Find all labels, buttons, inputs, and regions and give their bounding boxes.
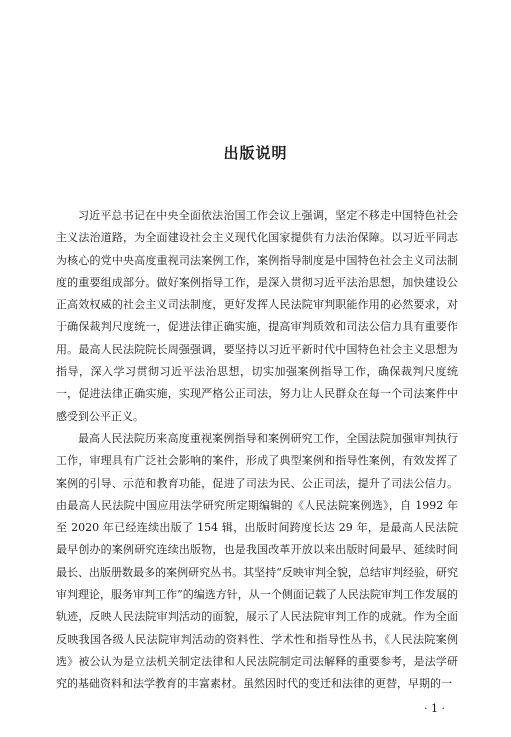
paragraph-1: 习近平总书记在中央全面依法治国工作会议上强调，坚定不移走中国特色社会主义法治道路，为全面建设社会主义现代化国家提供有力法治保障。以习近平同志为核心的党中央高度重视司法案例工作，案例指导制度是中国特色社会主义司法制度的重要组成部分。做好案例指导工作，是深入贯彻习近平法治思想，加快建设公正高效权威的社会主义司法制度，更好发挥人民法院审判职能作用的必然要求，对于确保裁判尺度统一，促进法律正确实施，提高审判质效和司法公信力具有重要作用。最高人民法院院长周强强调，要坚持以习近平新时代中国特色社会主义思想为指导，深入学习贯彻习近平法治思想，切实加强案例指导工作，确保裁判尺度统一，促进法律正确实施，实现严格公正司法，努力让人民群众在每一个司法案件中感受到公平正义。 bbox=[56, 209, 458, 423]
body-text bbox=[56, 205, 458, 696]
page-title: 出版说明 bbox=[223, 144, 288, 162]
paragraph-2: 最高人民法院历来高度重视案例指导和案例研究工作，全国法院加强审判执行工作，审理具有广泛社会影响的案件，形成了典型案例和指导性案例，有效发挥了案例的引导、示范和教育功能，促进了司法为民、公正司法，提升了司法公信力。由最高人民法院中国应用法学研究所定期编辑的《人民法院案例选》，自 1992 年至 2020 年已经连续出版了 154 辑，出版时间跨度长达 29 年，是最高人民法院最早创办的案例研究连续出版物，也是我国改革开放以来出版时间最早、延续时间最长、出版册数最多的案例研究丛书。其坚持“反映审判全貌，总结审判经验，研究审判理论，服务审判工作”的编选方针，从一个侧面记载了人民法院审判工作发展的轨迹，反映人民法院审判活动的面貌，展示了人民法院审判工作的成就。作为全面反映我国各级人民法院审判活动的资料性、学术性和指导性丛书，《人民法院案例选》被公认为是立法机关制定法律和人民法院制定司法解释的重要参考，是法学研究的基础资料和法学教育的丰富素材。虽然因时代的变迁和法律的更替，早期的一 bbox=[56, 431, 458, 691]
page-number: · 1 · bbox=[424, 702, 445, 715]
